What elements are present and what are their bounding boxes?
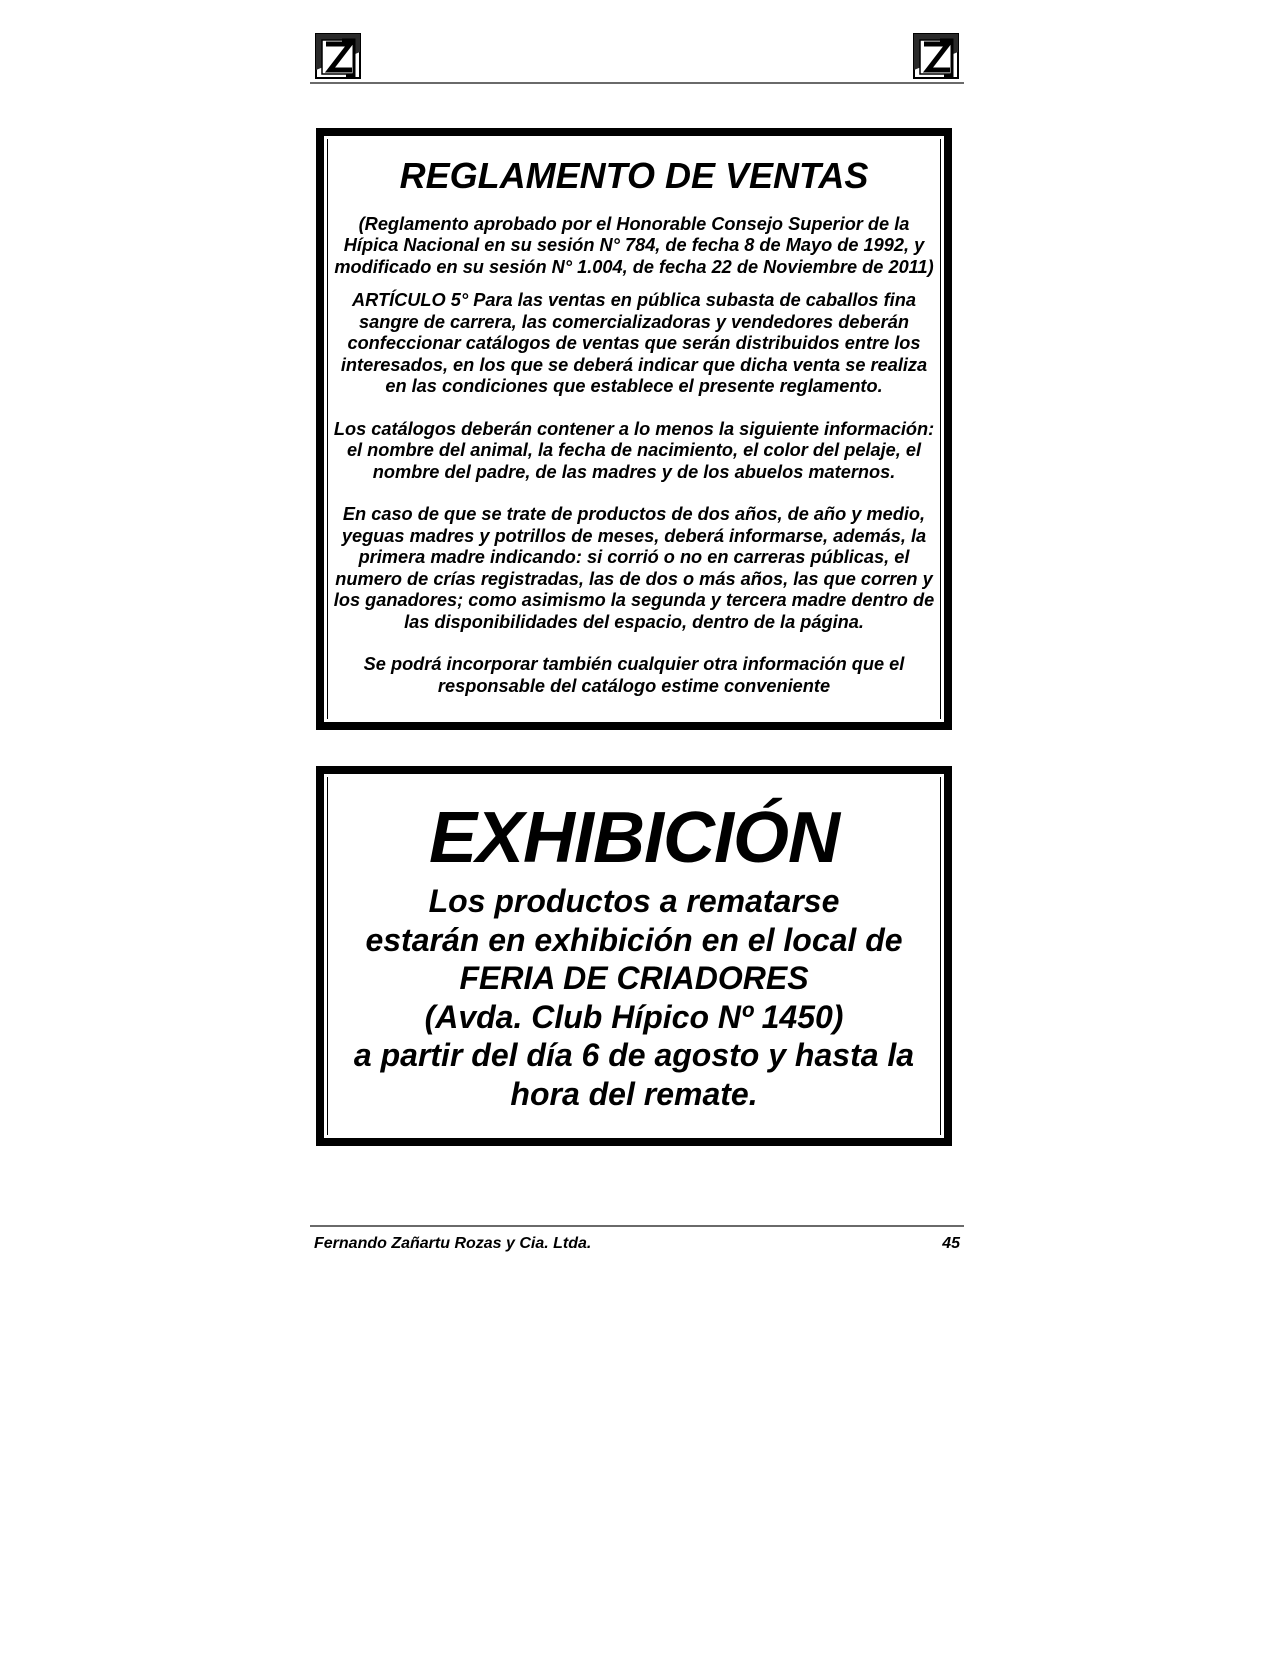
reglamento-title: REGLAMENTO DE VENTAS (399, 155, 869, 196)
reglamento-subtitle: (Reglamento aprobado por el Honorable Consejo Superior de la Hípica Nacional en su sesión N° 784, de fecha 8 de Mayo de 1992, y modificado en su sesión N° 1.004, de fecha 22 de Noviembre de 2011) (334, 213, 934, 277)
reglamento-paragraph: En caso de que se trate de productos de dos años, de año y medio, yeguas madres y potrillos de meses, deberá informarse, además, la primera madre indicando: si corrió o no en carreras públicas, el numero de crías registradas, las de dos o más años, las que corren y los ganadores; como asimismo la segunda y tercera madre dentro de las disponibilidades del espacio, dentro de la página. (333, 504, 935, 632)
page-footer (310, 1225, 964, 1252)
reglamento-paragraph: Se podrá incorporar también cualquier otra información que el responsable del catálogo estime conveniente (363, 654, 905, 696)
exhibicion-body (332, 882, 936, 1113)
page-header (310, 30, 964, 86)
header-divider (310, 82, 964, 84)
exhibicion-line: estarán en exhibición en el local de (365, 921, 903, 958)
exhibicion-line: (Avda. Club Hípico Nº 1450) (424, 998, 844, 1035)
exhibicion-line: hora del remate. (510, 1075, 758, 1112)
exhibicion-line: Los productos a rematarse (428, 883, 840, 919)
footer-company: Fernando Zañartu Rozas y Cia. Ltda. (314, 1235, 592, 1252)
zr-logo-icon (910, 30, 962, 82)
article-text: Para las ventas en pública subasta de caballos fina sangre de carrera, las comercializadoras y vendedores deberán confeccionar catálogos de ventas que serán distribuidos entre los interesados, en los que se deberá indicar que dicha venta se realiza en las condiciones que establece el presente reglamento. (340, 290, 928, 397)
reglamento-article-paragraph (332, 290, 936, 398)
article-label: ARTÍCULO 5° (352, 290, 469, 311)
exhibicion-box (316, 766, 952, 1146)
page-number: 45 (942, 1235, 960, 1252)
exhibicion-line: FERIA DE CRIADORES (459, 960, 809, 996)
reglamento-paragraph: Los catálogos deberán contener a lo menos la siguiente información: el nombre del animal, la fecha de nacimiento, el color del pelaje, el nombre del padre, de las madres y de los abuelos maternos. (333, 418, 935, 482)
zr-logo-icon (312, 30, 364, 82)
exhibicion-title: EXHIBICIÓN (428, 798, 840, 878)
reglamento-box (316, 128, 952, 730)
exhibicion-line: a partir del día 6 de agosto y hasta la (353, 1037, 915, 1073)
